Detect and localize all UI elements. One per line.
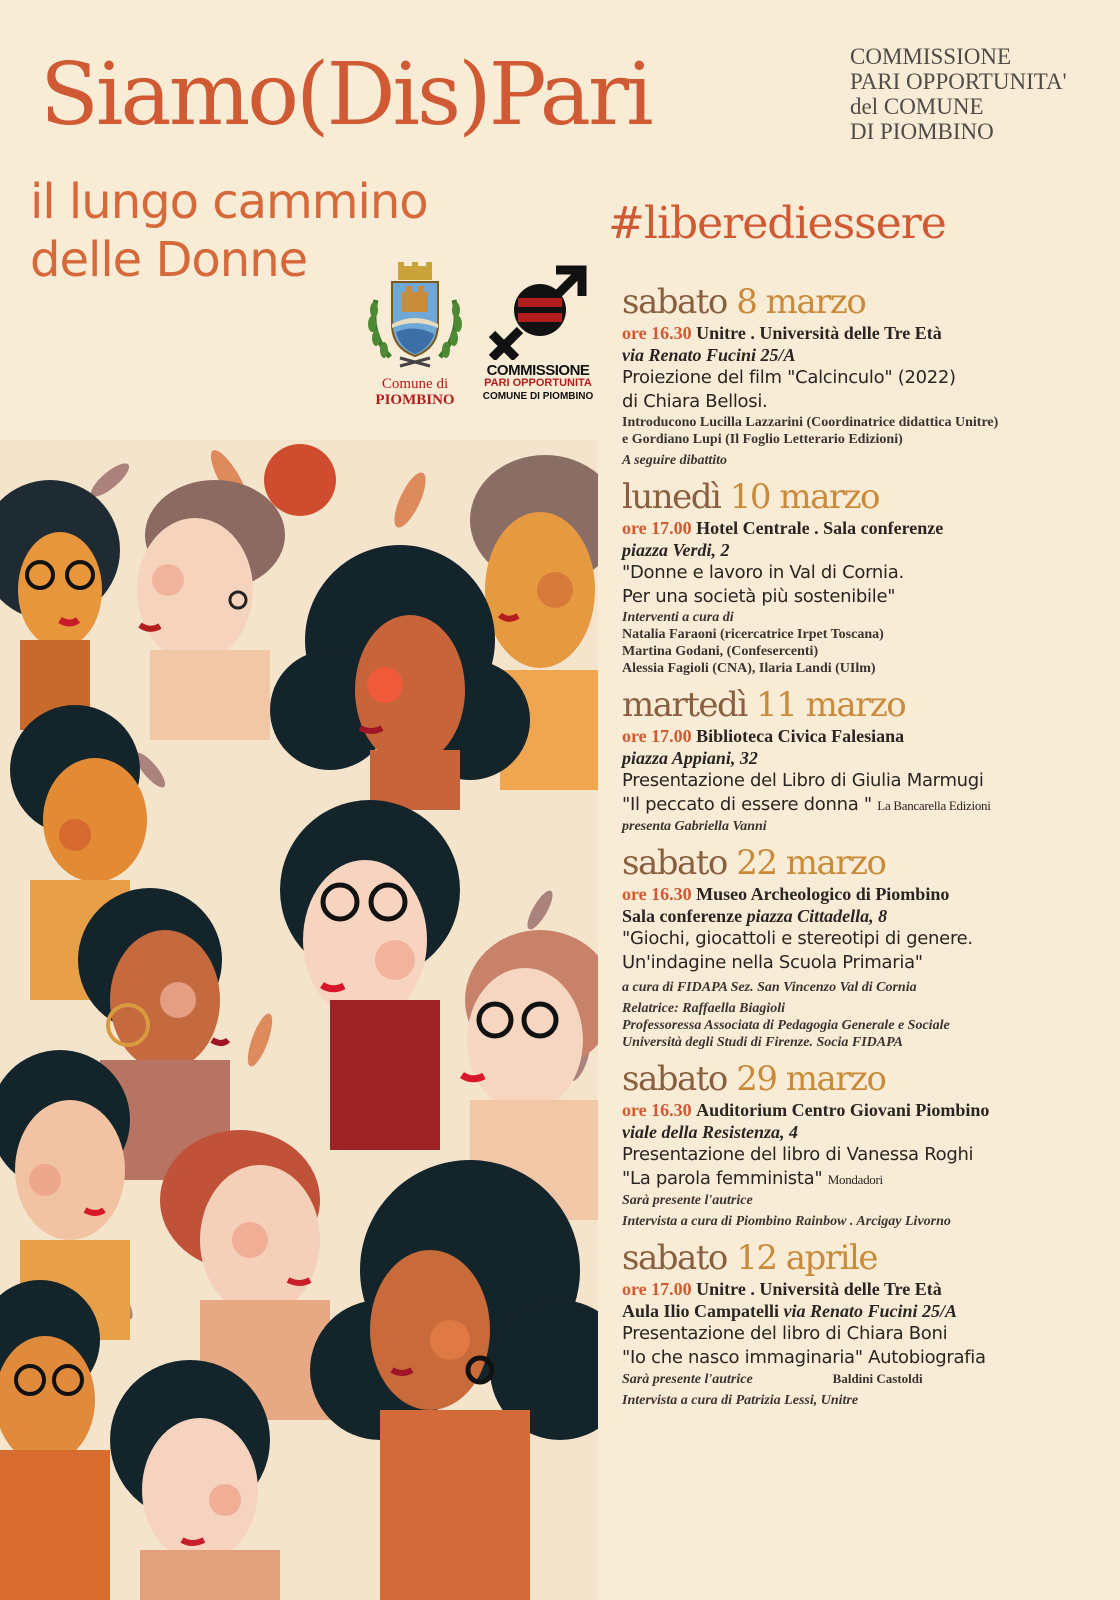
commissione-caption-2: PARI OPPORTUNITA <box>484 377 592 389</box>
event-title: "Io che nasco immaginaria" Autobiografia <box>622 1347 986 1368</box>
event-time-venue: ore 17.00 Hotel Centrale . Sala conferenze <box>622 518 944 538</box>
organizer-line: PARI OPPORTUNITA' <box>850 69 1067 94</box>
event-date: martedì 11 marzo <box>622 685 906 725</box>
event-publisher: Mondadori <box>827 1172 883 1187</box>
event-item <box>622 1059 1108 1230</box>
event-time-venue: ore 16.30 Unitre . Università delle Tre Età <box>622 323 942 343</box>
comune-logo-caption-1: Comune di <box>381 376 449 392</box>
event-title: Un'indagine nella Scuola Primaria" <box>622 952 923 973</box>
women-illustration <box>0 440 598 1600</box>
event-date: sabato 8 marzo <box>622 282 866 322</box>
event-note: a cura di FIDAPA Sez. San Vincenzo Val di Cornia <box>622 980 917 995</box>
event-note: Intervista a cura di Patrizia Lessi, Unitre <box>622 1393 859 1408</box>
event-time-venue: ore 17.00 Unitre . Università delle Tre Età <box>622 1279 942 1299</box>
event-note: presenta Gabriella Vanni <box>622 819 767 834</box>
event-item <box>622 843 1108 1051</box>
commissione-logo <box>478 260 598 403</box>
event-note: Professoressa Associata di Pedagogia Generale e Sociale <box>622 1018 950 1033</box>
event-item <box>622 685 1108 835</box>
event-note: A seguire dibattito <box>622 453 728 468</box>
organizer-line: del COMUNE <box>850 94 984 119</box>
event-time-venue: ore 16.30 Museo Archeologico di Piombino <box>622 884 950 904</box>
event-date: lunedì 10 marzo <box>622 477 879 517</box>
event-address: piazza Verdi, 2 <box>622 540 730 560</box>
event-note: Interventi a cura di <box>622 610 734 625</box>
event-note: Natalia Faraoni (ricercatrice Irpet Toscana) <box>622 627 884 642</box>
commissione-caption-3: COMUNE DI PIOMBINO <box>482 391 594 402</box>
event-time-venue: ore 16.30 Auditorium Centro Giovani Piombino <box>622 1100 990 1120</box>
event-note: Università degli Studi di Firenze. Socia FIDAPA <box>622 1035 903 1050</box>
event-address: piazza Appiani, 32 <box>622 748 758 768</box>
subtitle-line-1: il lungo cammino <box>30 174 428 230</box>
event-date: sabato 22 marzo <box>622 843 886 883</box>
coat-of-arms-icon <box>360 262 470 372</box>
event-title: Per una società più sostenibile" <box>622 586 896 607</box>
event-venue-address: Aula Ilio Campatelli via Renato Fucini 25/A <box>622 1301 958 1321</box>
event-note: Sarà presente l'autrice <box>622 1193 753 1208</box>
event-address: via Renato Fucini 25/A <box>622 345 796 365</box>
comune-logo-caption-2: PIOMBINO <box>375 392 455 408</box>
event-title: "La parola femminista" Mondadori <box>622 1168 883 1189</box>
event-title: "Il peccato di essere donna " La Bancarella Edizioni <box>622 794 991 815</box>
event-note: Introducono Lucilla Lazzarini (Coordinatrice didattica Unitre) <box>622 415 999 430</box>
subtitle-line-2: delle Donne <box>30 232 308 288</box>
event-title: Presentazione del libro di Chiara Boni <box>622 1323 948 1344</box>
event-note: Martina Godani, (Confesercenti) <box>622 644 819 659</box>
event-item <box>622 477 1108 677</box>
event-date: sabato 12 aprile <box>622 1238 877 1278</box>
event-date: sabato 29 marzo <box>622 1059 886 1099</box>
hashtag: #liberediessere <box>608 198 946 249</box>
commissione-caption-1: COMMISSIONE <box>486 362 590 379</box>
event-item <box>622 282 1108 469</box>
event-note: Relatrice: Raffaella Biagioli <box>622 1001 786 1016</box>
organizer-line: COMMISSIONE <box>850 44 1012 69</box>
event-note: Sarà presente l'autrice Baldini Castoldi <box>622 1371 923 1387</box>
organizer-line: DI PIOMBINO <box>850 119 994 144</box>
poster-title: Siamo(Dis)Pari <box>40 45 651 145</box>
event-publisher: La Bancarella Edizioni <box>877 798 991 813</box>
event-title: Proiezione del film "Calcinculo" (2022) <box>622 367 956 388</box>
event-title: Presentazione del Libro di Giulia Marmugi <box>622 770 984 791</box>
event-venue-address: Sala conferenze piazza Cittadella, 8 <box>622 906 888 926</box>
event-note: Alessia Fagioli (CNA), Ilaria Landi (UIlm) <box>622 661 876 676</box>
comune-logo <box>360 262 470 408</box>
event-title: Presentazione del libro di Vanessa Roghi <box>622 1144 974 1165</box>
event-publisher: Baldini Castoldi <box>832 1371 923 1386</box>
event-time-venue: ore 17.00 Biblioteca Civica Falesiana <box>622 726 905 746</box>
event-schedule <box>622 282 1108 1417</box>
event-title: di Chiara Bellosi. <box>622 391 768 412</box>
event-title: "Donne e lavoro in Val di Cornia. <box>622 562 904 583</box>
event-item <box>622 1238 1108 1409</box>
organizer-block <box>850 44 1067 144</box>
event-note: Intervista a cura di Piombino Rainbow . Arcigay Livorno <box>622 1214 951 1229</box>
event-address: viale della Resistenza, 4 <box>622 1122 798 1142</box>
event-note: e Gordiano Lupi (Il Foglio Letterario Edizioni) <box>622 432 903 447</box>
gender-symbol-icon <box>478 260 598 360</box>
event-title: "Giochi, giocattoli e stereotipi di genere. <box>622 928 973 949</box>
